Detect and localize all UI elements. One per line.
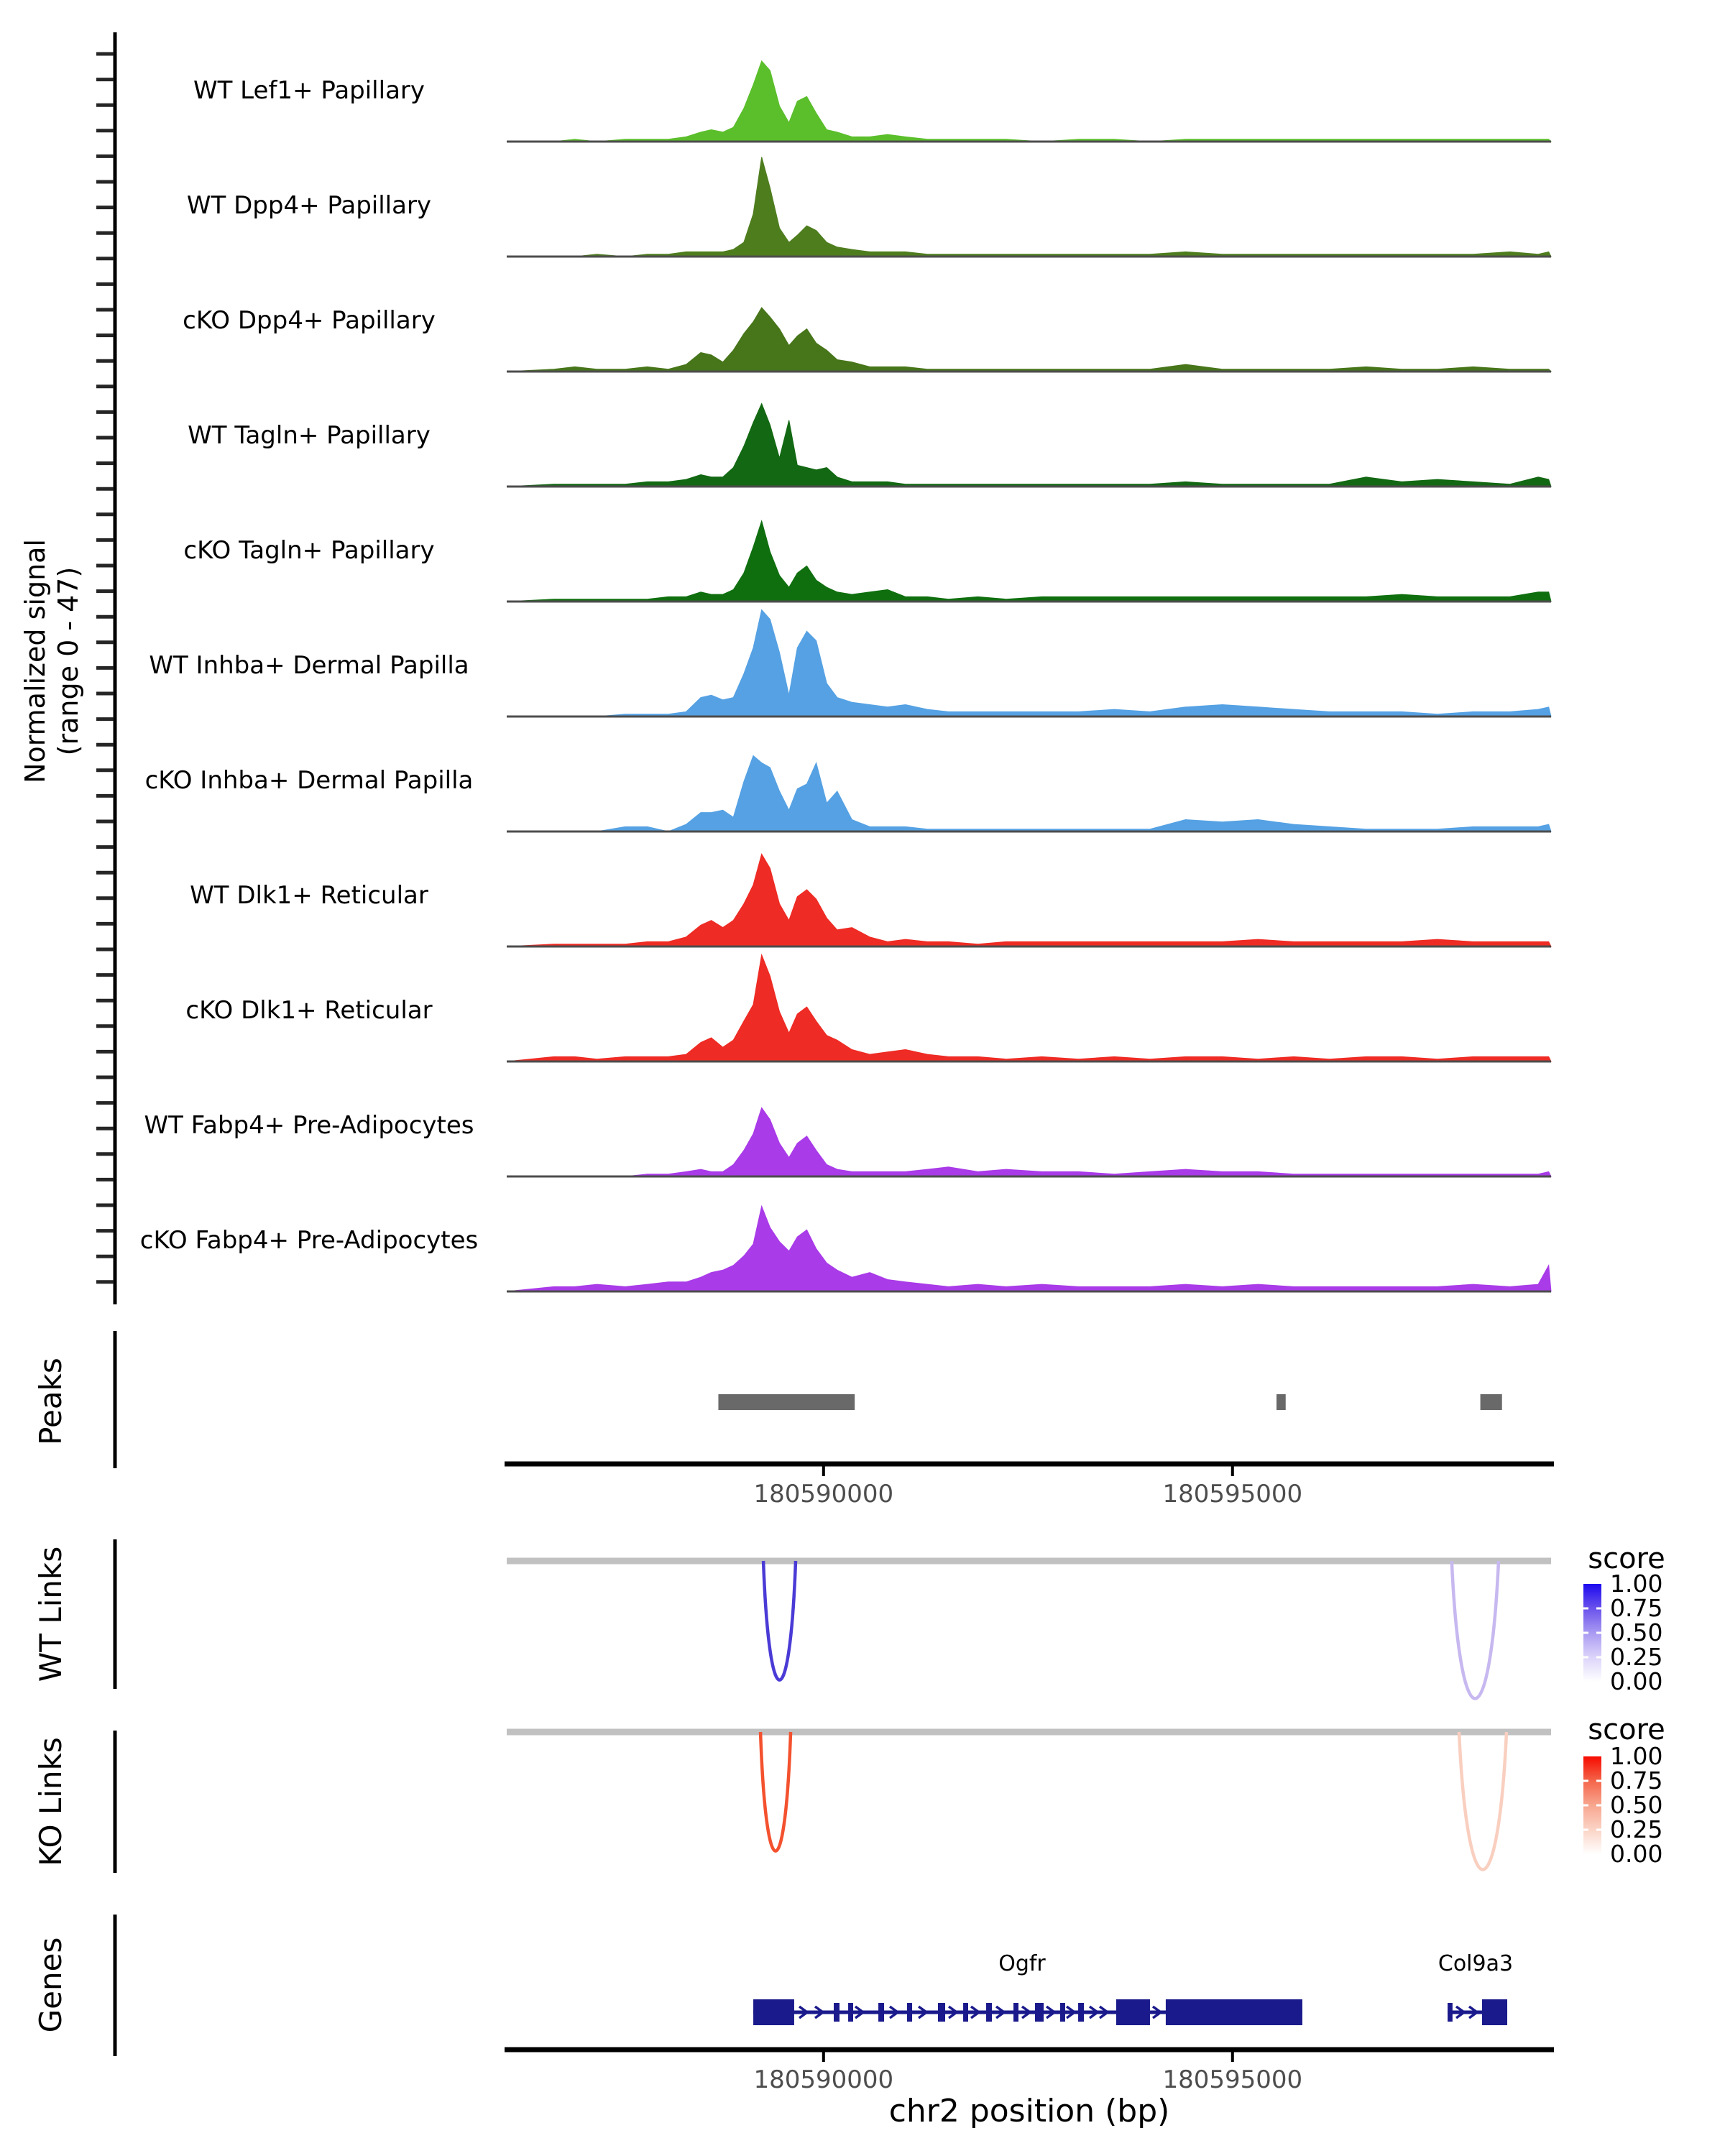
gene-exon [1448,2003,1453,2022]
track-label: cKO Fabp4+ Pre-Adipocytes [139,1226,479,1255]
track-label: cKO Dlk1+ Reticular [185,996,433,1025]
axis-tick-label: 180590000 [753,2065,894,2094]
signal-area [507,61,1551,142]
signal-area [507,854,1551,946]
gene-exon [878,2003,884,2022]
wt-links-track [507,1561,1551,1698]
ko-score-legend-title: score [1588,1713,1665,1746]
wt-links-section-label: WT Links [33,1546,68,1682]
peak-intervals [718,1394,1501,1410]
link-arc [1452,1561,1499,1698]
genomic-axis-upper [505,1464,1554,1508]
signal-area [507,756,1551,832]
legend-tick-label: 0.00 [1610,1840,1663,1868]
legend-tick-label: 1.00 [1610,1570,1663,1598]
signal-area [507,404,1551,487]
axis-tick-label: 180595000 [1162,2065,1303,2094]
y-axis-label-line1: Normalized signal [19,539,51,783]
gene-name-label: Ogfr [998,1951,1046,1976]
genomic-axis-lower [505,2050,1554,2094]
link-arc [1459,1732,1506,1869]
track-label: WT Inhba+ Dermal Papilla [149,651,469,680]
track-label: cKO Tagln+ Papillary [183,536,435,565]
axis-tick-label: 180595000 [1162,1480,1303,1508]
signal-y-axis-ticks [96,54,114,1282]
x-axis-title: chr2 position (bp) [888,2093,1170,2129]
track-label: cKO Inhba+ Dermal Papilla [144,766,474,795]
gene-exon [1013,2003,1018,2022]
legend-tick-label: 0.50 [1610,1618,1663,1646]
signal-area [507,1107,1551,1176]
gene-exon [1078,2003,1084,2022]
track-label: WT Dpp4+ Papillary [186,191,432,220]
signal-area [507,610,1551,717]
peaks-section-label: Peaks [33,1358,68,1445]
gene-exon [1116,1999,1150,2025]
track-label: WT Tagln+ Papillary [188,421,431,450]
legend-tick-label: 1.00 [1610,1742,1663,1770]
signal-tracks [140,61,1551,1291]
link-arc [763,1561,796,1680]
signal-area [507,1206,1551,1291]
gene-exon [1482,1999,1507,2025]
peak-bar [718,1394,855,1410]
track-label: WT Fabp4+ Pre-Adipocytes [144,1111,474,1140]
ko-links-section-label: KO Links [33,1737,68,1866]
legend-tick-label: 0.50 [1610,1791,1663,1819]
gene-exon [963,2003,968,2022]
legend-tick-label: 0.75 [1610,1594,1663,1622]
signal-area [507,955,1551,1061]
gene-exon [938,2003,945,2022]
link-arc [760,1732,791,1851]
gene-name-label: Col9a3 [1438,1951,1514,1976]
signal-area [507,308,1551,372]
gene-exon [1035,2003,1044,2022]
gene-exon [753,1999,794,2025]
legend-tick-label: 0.00 [1610,1667,1663,1695]
gene-exon [848,2003,853,2022]
track-label: WT Lef1+ Papillary [193,76,426,105]
track-label: cKO Dpp4+ Papillary [183,306,436,335]
y-axis-label-line2: (range 0 - 47) [52,566,84,756]
gene-exon [1166,1999,1302,2025]
legend-tick-label: 0.25 [1610,1643,1663,1671]
gene-exon [907,2003,912,2022]
signal-area [507,521,1551,602]
gene-models [753,1951,1513,2025]
track-label: WT Dlk1+ Reticular [190,881,428,910]
peak-bar [1276,1394,1286,1410]
wt-score-legend-title: score [1588,1542,1665,1575]
legend-tick-label: 0.75 [1610,1766,1663,1795]
signal-area [507,157,1551,257]
peak-bar [1481,1394,1502,1410]
axis-tick-label: 180590000 [753,1480,894,1508]
gene-exon [834,2003,840,2022]
genes-section-label: Genes [33,1937,68,2033]
gene-exon [1060,2003,1065,2022]
legend-tick-label: 0.25 [1610,1815,1663,1843]
ko-links-track [507,1732,1551,1869]
gene-exon [986,2003,992,2022]
